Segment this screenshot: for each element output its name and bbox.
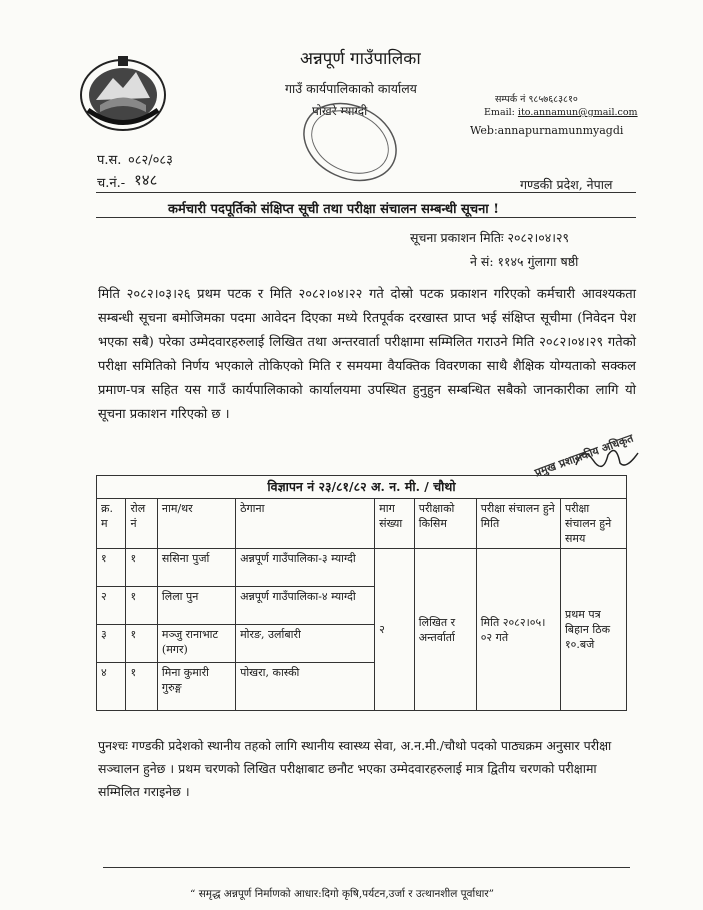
header-name: नाम/थर (157, 499, 235, 549)
contact-web: Web:annapurnamunmyagdi (470, 124, 624, 137)
header-sn: क्र. म (97, 499, 126, 549)
cell-address: अन्नपूर्ण गाउँपालिका-४ म्याग्दी (236, 587, 375, 625)
notice-title: कर्मचारी पदपूर्तिको संक्षिप्त सूची तथा परीक्षा संचालन सम्बन्धी सूचना ! (168, 202, 499, 217)
header-demand: माग संख्या (375, 499, 415, 549)
cell-exam-time: प्रथम पत्र बिहान ठिक १०.बजे (560, 549, 626, 711)
footnote: पुनश्चः गण्डकी प्रदेशको स्थानीय तहको लागि स्थानीय स्वास्थ्य सेवा, अ.न.मी./चौथो पदको पाठ्यक्रम अनुसार परीक्षा सञ्चालन हुनेछ । प्रथम चरणको लिखित परीक्षाबाट छनौट भएका उम्मेदवारहरुलाई मात्र द्वितीय चरणको परीक्षामा सम्मिलित गराइनेछ । (98, 738, 612, 799)
office-stamp-icon (295, 102, 405, 182)
cell-roll: १ (126, 549, 157, 587)
footer-motto: “ समृद्ध अन्नपूर्ण निर्माणको आधार:दिगो कृषि,पर्यटन,उर्जा र उत्थानशील पूर्वाधार” (190, 888, 495, 900)
cell-name: मञ्जु रानाभाट (मगर) (157, 625, 235, 663)
candidate-table (96, 475, 627, 711)
ref-label: प.स. (97, 153, 122, 168)
nepal-sambat-date: ने सं: ११४५ गुंलागा षष्ठी (470, 254, 579, 269)
contact-email-line (484, 107, 638, 118)
nepal-emblem-icon (78, 50, 168, 132)
header-exam-date: परीक्षा संचालन हुने मिति (476, 499, 560, 549)
cell-address: मोरङ, उर्लाबारी (236, 625, 375, 663)
cell-exam-date: मिति २०८२।०५।०२ गते (476, 549, 560, 711)
cell-name: लिला पुन (157, 587, 235, 625)
notice-body: मिति २०८२।०३।२६ प्रथम पटक र मिति २०८२।०४।२२ गते दोस्रो पटक प्रकाशन गरिएको कर्मचारी आवश्यकता सम्बन्धी सूचना बमोजिमका पदमा आवेदन दिएका मध्ये रितपूर्वक दरखास्त प्राप्त भई संक्षिप्त सूचीमा (निवेदन पेश भएका सबै) परेका उम्मेदवारहरुलाई लिखित तथा अन्तरवार्ता परीक्षामा सम्मिलित गराउने मिति २०८२।०४।२९ गतेको परीक्षा समितिको निर्णय भएकाले तोकिएको मिति र समयमा वैयक्तिक विवरणका साथै शैक्षिक योग्यताको सक्कल प्रमाण-पत्र सहित यस गाउँ कार्यपालिकाको कार्यालयमा उपस्थित हुनुहुन सम्बन्धित सबैको जानकारीका लागि यो सूचना प्रकाशन गरिएको छ । (98, 287, 636, 422)
dispatch-number: १४८ (134, 171, 158, 189)
contact-email-label: Email: (484, 107, 515, 118)
cell-address: पोखरा, कास्की (236, 663, 375, 711)
office-place: पोखरे म्याग्दी (312, 104, 368, 118)
contact-email[interactable]: ito.annamun@gmail.com (517, 107, 638, 118)
header-address: ठेगाना (236, 499, 375, 549)
header-exam-type: परीक्षाको किसिम (414, 499, 476, 549)
ref-number: ०८२/०८३ (128, 153, 173, 168)
office-subtitle: गाउँ कार्यपालिकाको कार्यालय (285, 81, 417, 96)
officer-stamp: प्रमुख प्रशासकीय अधिकृत (532, 431, 636, 480)
footer-divider (103, 867, 630, 868)
contact-phone: सम्पर्क नं ९८५७६८३८१० (495, 94, 578, 105)
publication-date: सूचना प्रकाशन मितिः २०८२।०४।२९ (410, 230, 569, 245)
cell-name: ससिना पुर्जा (157, 549, 235, 587)
cell-roll: १ (126, 625, 157, 663)
divider (96, 192, 636, 193)
cell-roll: १ (126, 587, 157, 625)
province-label: गण्डकी प्रदेश, नेपाल (520, 177, 613, 192)
office-name: अन्नपूर्ण गाउँपालिका (300, 49, 421, 69)
cell-demand: २ (375, 549, 415, 711)
table-caption: विज्ञापन नं २३/८१/८२ अ. न. मी. / चौथो (97, 476, 627, 499)
header-exam-time: परीक्षा संचालन हुने समय (560, 499, 626, 549)
dispatch-label: च.नं.- (97, 176, 126, 191)
cell-sn: ३ (97, 625, 126, 663)
cell-sn: ४ (97, 663, 126, 711)
cell-sn: २ (97, 587, 126, 625)
cell-name: मिना कुमारी गुरुङ्ग (157, 663, 235, 711)
header-roll: रोल नं (126, 499, 157, 549)
cell-roll: १ (126, 663, 157, 711)
divider (96, 217, 636, 218)
cell-address: अन्नपूर्ण गाउँपालिका-३ म्याग्दी (236, 549, 375, 587)
cell-exam-type: लिखित र अन्तर्वार्ता (414, 549, 476, 711)
table-row (97, 549, 627, 587)
cell-sn: १ (97, 549, 126, 587)
